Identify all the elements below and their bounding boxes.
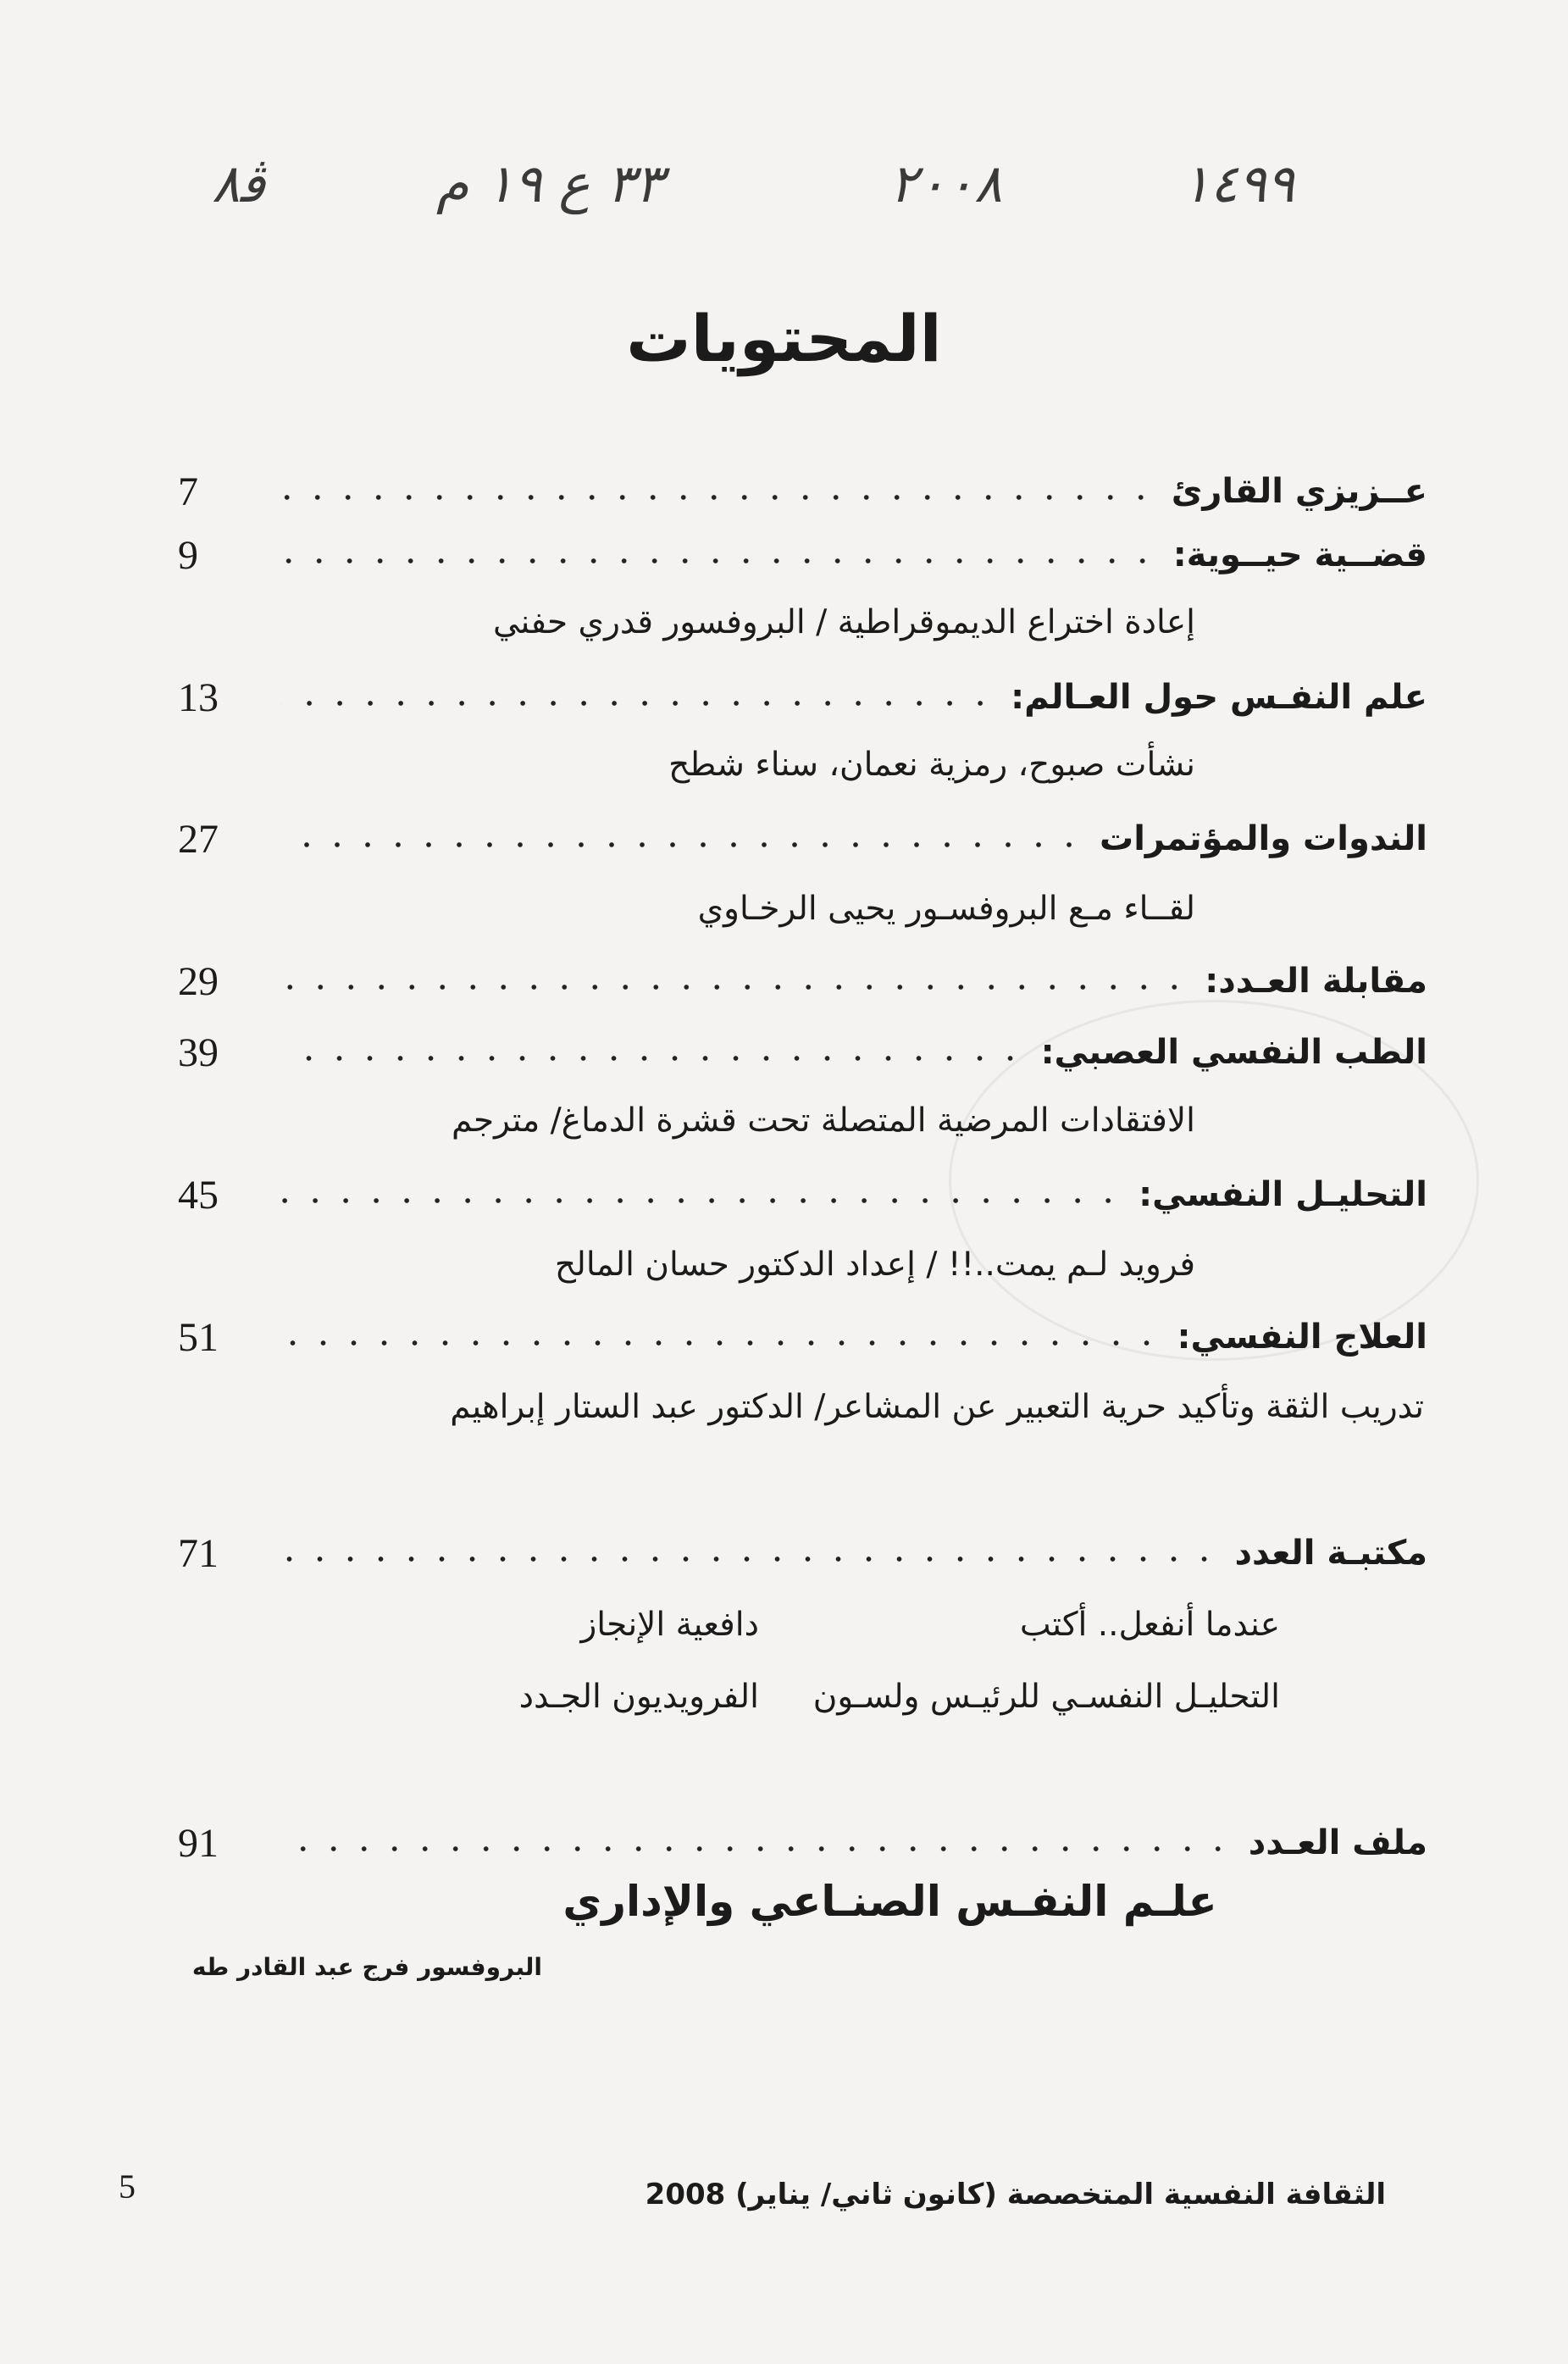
toc-page-number: 7 — [178, 469, 198, 514]
toc-row — [178, 952, 1427, 1011]
dot-leader — [281, 1340, 1162, 1346]
library-book: الفرويديون الجـدد — [518, 1678, 759, 1716]
dot-leader — [281, 1198, 1123, 1203]
toc-page-number: 39 — [178, 1029, 219, 1075]
special-file-author: البروفسور فرج عبد القادر طه — [191, 1953, 542, 1981]
dot-leader — [281, 558, 1158, 563]
toc-page-number: 13 — [178, 674, 219, 720]
toc-entry-title: التحليـل النفسي: — [1139, 1175, 1427, 1214]
dot-leader — [281, 842, 1084, 847]
toc-entry-title: قضــية حيــوية: — [1172, 536, 1427, 574]
toc-entry-title: العلاج النفسي: — [1177, 1318, 1427, 1357]
toc-subentry: تدريب الثقة وتأكيد حرية التعبير عن المشاعر/ الدكتور عبد الستار إبراهيم — [450, 1388, 1424, 1426]
library-book: عندما أنفعل.. أكتب — [1019, 1606, 1280, 1644]
toc-subentry: نشأت صبوح، رمزية نعمان، سناء شطح — [668, 746, 1195, 784]
toc-page-number: 71 — [178, 1530, 219, 1576]
toc-entry-title: ملف العـدد — [1248, 1823, 1427, 1862]
toc-row — [178, 1165, 1427, 1224]
dot-leader — [281, 701, 995, 706]
dot-leader — [281, 495, 1156, 500]
handwritten-note-d: ١٤٩٩ — [1182, 153, 1295, 214]
toc-subentry: إعادة اختراع الديموقراطية / البروفسور قدري حفني — [493, 603, 1195, 641]
handwritten-note-c: ٢٠٠٨ — [889, 153, 1003, 214]
toc-subentry: لقــاء مـع البروفسـور يحيى الرخـاوي — [697, 890, 1195, 928]
dot-leader — [281, 1846, 1233, 1851]
toc-row — [178, 525, 1427, 585]
footer-page-number: 5 — [119, 2167, 136, 2206]
handwritten-note-b: ٣٣ ع ١٩ م — [436, 153, 663, 214]
toc-entry-title: مقابلة العـدد: — [1205, 962, 1427, 1001]
toc-row — [178, 1023, 1427, 1082]
toc-page-number: 9 — [178, 532, 198, 578]
toc-entry-title: علم النفـس حول العـالم: — [1011, 678, 1427, 717]
toc-row — [178, 462, 1427, 521]
library-book: دافعية الإنجاز — [580, 1606, 759, 1644]
toc-row — [178, 809, 1427, 868]
dot-leader — [281, 985, 1189, 990]
toc-page-number: 51 — [178, 1314, 219, 1360]
toc-row — [178, 1523, 1427, 1583]
page-title: المحتويات — [626, 301, 942, 376]
toc-page-number: 29 — [178, 958, 219, 1004]
toc-entry-title: الطب النفسي العصبي: — [1040, 1033, 1427, 1072]
toc-entry-title: عــزيزي القارئ — [1171, 472, 1427, 511]
dot-leader — [281, 1557, 1220, 1562]
toc-entry-title: الندوات والمؤتمرات — [1100, 819, 1427, 858]
toc-subentry: الافتقادات المرضية المتصلة تحت قشرة الدماغ/ مترجم — [452, 1102, 1195, 1140]
toc-subentry: فرويد لـم يمت..!! / إعداد الدكتور حسان المالح — [554, 1246, 1195, 1284]
toc-page-number: 27 — [178, 816, 219, 862]
dot-leader — [281, 1056, 1026, 1061]
toc-entry-title: مكتبـة العدد — [1234, 1534, 1427, 1573]
library-book: التحليـل النفسـي للرئيـس ولسـون — [812, 1678, 1280, 1716]
handwritten-note-a: ﭬ۸ — [212, 153, 265, 214]
toc-page-number: 45 — [178, 1172, 219, 1218]
special-file-title: علـم النفـس الصنـاعي والإداري — [562, 1877, 1217, 1926]
toc-row — [178, 1813, 1427, 1873]
footer-publication: الثقافة النفسية المتخصصة (كانون ثاني/ يناير) 2008 — [645, 2178, 1386, 2211]
toc-row — [178, 668, 1427, 727]
toc-page-number: 91 — [178, 1820, 219, 1866]
toc-row — [178, 1307, 1427, 1367]
